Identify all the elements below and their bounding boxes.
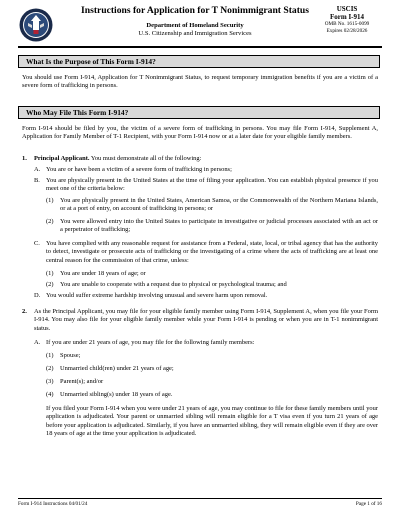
family-list-marker: (4): [46, 391, 54, 398]
item-1b-text: You are physically present in the United States at the time of filing your application. You can establish physical presence if you meet one of the criteria below:: [46, 177, 378, 193]
item-1-line: [34, 155, 378, 163]
family-list-item: Unmarried child(ren) under 21 years of age;: [60, 365, 174, 372]
omb-number: OMB No. 1615-0099: [324, 21, 370, 27]
item-1d-text: You would suffer extreme hardship involving unusual and severe harm upon removal.: [46, 292, 268, 299]
agency-name: U.S. Citizenship and Immigration Services: [138, 30, 252, 37]
section-heading-text: What Is the Purpose of This Form I-914?: [26, 57, 156, 66]
family-list-item: Unmarried sibling(s) under 18 years of age.: [60, 391, 173, 398]
purpose-paragraph: You should use Form I-914, Application for T Nonimmigrant Status, to request temporary immigration benefits if you are a victim of a severe form of trafficking in persons.: [22, 74, 378, 90]
form-number: Form I-914: [329, 13, 365, 21]
item-2a-followup: If you filed your Form I-914 when you were under 21 years of age, you may continue to file for these family members until your application is adjudicated. Your parent or unmarried sibling will remain eligible for a T visa even if you turn 21 years of age before your application is adjudicated. Similarly, if you have an unmarried sibling, they will remain eligible even if they are over 18 years of age at the time your application is adjudicated.: [46, 405, 378, 438]
item-1b1-marker: (1): [46, 197, 54, 204]
footer-page-number: Page 1 of 16: [355, 501, 382, 507]
section-heading-purpose: [18, 55, 380, 68]
department-name: Department of Homeland Security: [146, 22, 244, 29]
family-list-marker: (1): [46, 352, 54, 359]
item-1-marker: 1.: [22, 155, 27, 162]
family-list-item: Parent(s); and/or: [60, 378, 104, 385]
footer-divider: [18, 498, 382, 499]
item-1a-marker: A.: [34, 166, 41, 173]
item-1b2-text: You were allowed entry into the United States to participate in investigative or judicial processes associated with an act or a perpetrator of trafficking;: [60, 218, 378, 234]
item-1d-marker: D.: [34, 292, 41, 299]
item-2-text: As the Principal Applicant, you may file for your eligible family member using Form I-914, Supplement A, when you file your Form I-914. You may also file for your eligible family member while your Form I-914 is pending or when you are in T-1 nonimmigrant status.: [34, 308, 378, 332]
header-divider: [18, 46, 382, 48]
item-1c-text: You have complied with any reasonable request for assistance from a Federal, state, local, or tribal agency that has the authority to detect, investigate or prosecute acts of trafficking or the investigating of a crime where the acts of trafficking are at least one central reason for the commission of that crime, unless:: [46, 240, 378, 264]
family-list-marker: (3): [46, 378, 54, 385]
item-1b1-text: You are physically present in the United States, American Samoa, or the Commonwealth of the Northern Mariana Islands, or at a port of entry, on account of trafficking in persons; or: [60, 197, 378, 213]
item-1c-marker: C.: [34, 240, 40, 247]
document-title: Instructions for Application for T Nonimmigrant Status: [81, 5, 309, 16]
item-2-marker: 2.: [22, 308, 27, 315]
item-1c1-marker: (1): [46, 270, 54, 277]
family-list-item: Spouse;: [60, 352, 81, 359]
item-1b2-marker: (2): [46, 218, 54, 225]
section-heading-who: [18, 106, 380, 119]
item-1a-text: You are or have been a victim of a severe form of trafficking in persons;: [46, 166, 232, 173]
item-1c2-text: You are unable to cooperate with a request due to physical or psychological trauma; and: [60, 281, 287, 288]
footer-form-edition: Form I-914 Instructions 04/01/24: [18, 501, 88, 507]
item-1-text: You must demonstrate all of the following:: [90, 155, 202, 162]
form-agency: USCIS: [336, 5, 358, 13]
who-intro-paragraph: Form I-914 should be filed by you, the victim of a severe form of trafficking in persons. You may file Form I-914, Supplement A, Application for Family Member of T-1 Recipient, with your Form I-914 now or at a later date for your eligible family members.: [22, 125, 378, 141]
item-1c2-marker: (2): [46, 281, 54, 288]
dhs-seal-icon: [19, 8, 53, 42]
item-2a-marker: A.: [34, 339, 41, 346]
item-1-title: Principal Applicant.: [34, 155, 90, 162]
section-heading-text: Who May File This Form I-914?: [26, 108, 129, 117]
item-1b-marker: B.: [34, 177, 40, 184]
expiration-date: Expires 02/28/2026: [326, 28, 368, 34]
item-1c1-text: You are under 18 years of age; or: [60, 270, 146, 277]
family-list-marker: (2): [46, 365, 54, 372]
form-info-block: [312, 5, 382, 35]
item-2a-text: If you are under 21 years of age, you may file for the following family members:: [46, 339, 255, 346]
